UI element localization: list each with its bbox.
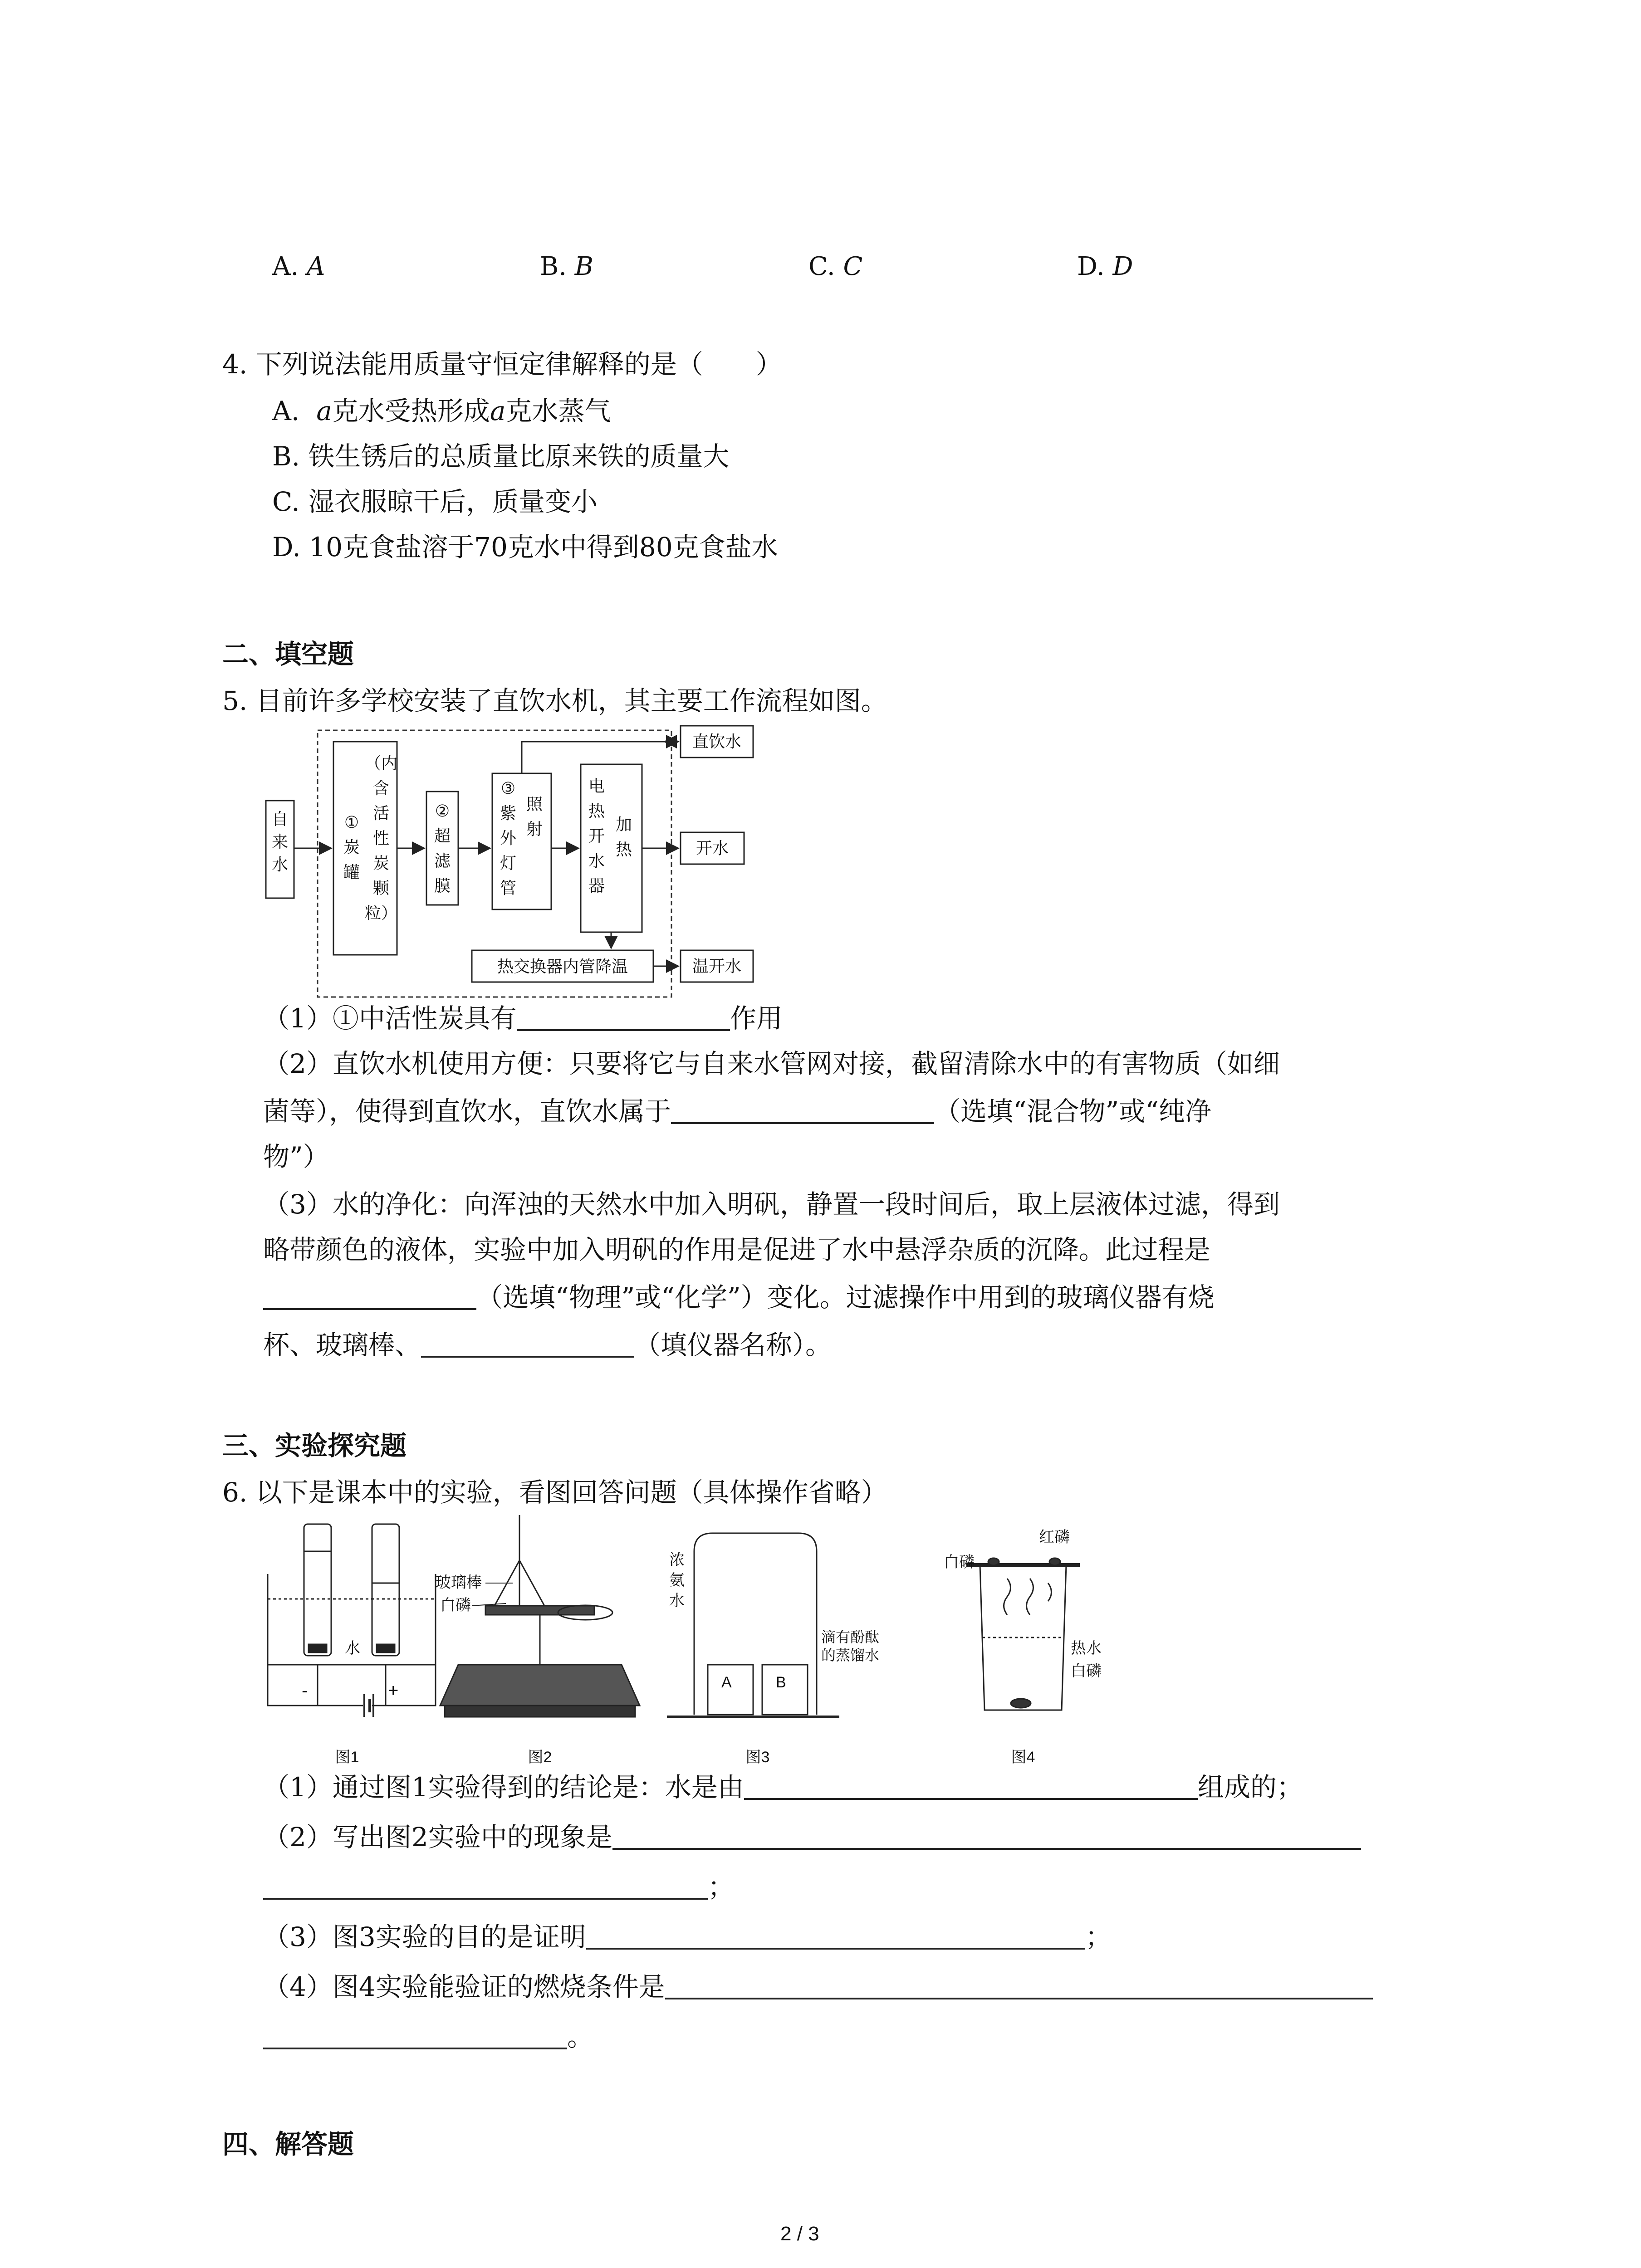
q5-part2-line2 xyxy=(263,1093,1211,1129)
answer-blank[interactable] xyxy=(586,1921,1085,1950)
answer-blank[interactable] xyxy=(263,1281,476,1310)
question-text: 杯、玻璃棒、 xyxy=(263,1330,421,1360)
page-number: 2 / 3 xyxy=(780,2223,819,2245)
option-letter: A. xyxy=(272,396,300,426)
tap-char: 自 xyxy=(271,810,289,828)
section-heading-experiment: 三、实验探究题 xyxy=(222,1430,407,1461)
carbon-note-char: 性 xyxy=(372,829,390,847)
warm-water-label: 温开水 xyxy=(692,957,742,975)
answer-blank[interactable] xyxy=(517,1002,730,1031)
ultrafiltration-char: 膜 xyxy=(434,876,451,895)
carbon-note-char: 活 xyxy=(372,804,390,822)
fig1-plus-label: + xyxy=(388,1681,399,1701)
q5-part3-line4 xyxy=(263,1327,832,1363)
fig3-a-label: A xyxy=(721,1674,732,1691)
answer-blank[interactable] xyxy=(671,1095,934,1124)
ultrafiltration-char: 超 xyxy=(434,826,451,845)
fig4-hot-water: 热水 xyxy=(1071,1640,1102,1657)
q6-part1 xyxy=(263,1769,1303,1805)
uv-lamp-char: 灯 xyxy=(500,854,517,872)
figure-4-combustion xyxy=(966,1558,1080,1710)
math-var: a xyxy=(316,396,332,426)
q5-part2-line1: （2）直饮水机使用方便：只要将它与自来水管网对接，截留清除水中的有害物质（如细 xyxy=(263,1048,1280,1079)
fig3-b-label: B xyxy=(776,1674,786,1691)
question-text: 组成的； xyxy=(1197,1772,1303,1803)
fig3-ammonia-char: 水 xyxy=(669,1592,685,1609)
question-text: 作用 xyxy=(730,1003,783,1034)
q3-option-a xyxy=(272,249,325,285)
option-value: B xyxy=(574,252,593,281)
question-text: （3）图3实验的目的是证明 xyxy=(263,1921,586,1952)
ultrafiltration-char: ② xyxy=(435,802,450,820)
question-text: ； xyxy=(708,1872,735,1902)
fig4-white-phosphorus-top: 白磷 xyxy=(944,1554,975,1571)
boiler-side-char: 加 xyxy=(615,815,632,834)
q6-part3 xyxy=(263,1919,1112,1955)
carbon-note-char: （内 xyxy=(364,754,398,772)
answer-blank[interactable] xyxy=(421,1329,634,1358)
bell-jar xyxy=(694,1533,817,1715)
question-text: 菌等），使得到直饮水，直饮水属于 xyxy=(263,1096,671,1127)
uv-side-char: 射 xyxy=(526,820,543,838)
water-purifier-flow-diagram xyxy=(263,721,762,1007)
fig2-rod-label: 玻璃棒 xyxy=(436,1574,482,1591)
experiment-figures xyxy=(259,1515,1112,1769)
option-letter: C. xyxy=(808,252,835,281)
question-text: （2）写出图2实验中的现象是 xyxy=(263,1822,612,1853)
q4-option-d: D. 10克食盐溶于70克水中得到80克食盐水 xyxy=(272,532,778,562)
q5-part3-line2: 略带颜色的液体，实验中加入明矾的作用是促进了水中悬浮杂质的沉降。此过程是 xyxy=(263,1234,1211,1265)
fig1-water-label: 水 xyxy=(345,1640,360,1657)
q4-option-c: C. 湿衣服晾干后，质量变小 xyxy=(272,486,598,517)
q6-part2 xyxy=(263,1819,1361,1855)
q5-part3-line1: （3）水的净化：向浑浊的天然水中加入明矾，静置一段时间后，取上层液体过滤，得到 xyxy=(263,1189,1280,1220)
q5-stem: 5. 目前许多学校安装了直饮水机，其主要工作流程如图。 xyxy=(222,685,887,716)
uv-lamp-char: 紫 xyxy=(500,804,517,822)
option-value: A xyxy=(307,252,325,281)
option-letter: B. xyxy=(540,252,567,281)
right-tube xyxy=(372,1524,399,1656)
q3-option-d xyxy=(1077,249,1133,285)
question-text: （4）图4实验能验证的燃烧条件是 xyxy=(263,1971,665,2002)
fig1-minus-label: - xyxy=(302,1681,308,1701)
q6-part2-cont xyxy=(263,1869,734,1905)
question-text: （1）①中活性炭具有 xyxy=(263,1003,517,1034)
fig1-caption: 图1 xyxy=(335,1749,359,1766)
uv-side-char: 照 xyxy=(526,795,543,813)
answer-blank[interactable] xyxy=(612,1821,1361,1850)
answer-blank[interactable] xyxy=(263,1871,708,1900)
section-heading-fill-blank: 二、填空题 xyxy=(222,639,354,670)
answer-blank[interactable] xyxy=(744,1771,1198,1800)
fig3-phenol-label: 滴有酚酞 xyxy=(821,1629,880,1645)
section-heading-answer: 四、解答题 xyxy=(222,2129,354,2160)
figure-1-electrolysis xyxy=(268,1524,436,1717)
math-var: a xyxy=(490,396,506,426)
carbon-tank-char: 炭 xyxy=(343,838,360,856)
question-text: （填仪器名称）。 xyxy=(634,1330,832,1360)
q5-part3-line3 xyxy=(263,1279,1215,1315)
answer-blank[interactable] xyxy=(665,1970,1373,1999)
q5-part1 xyxy=(263,1000,783,1036)
fig3-caption: 图3 xyxy=(745,1749,770,1766)
tap-char: 水 xyxy=(271,855,289,874)
option-letter: D. xyxy=(1077,252,1105,281)
boiler-char: 水 xyxy=(588,851,605,870)
fig3-phenol-label: 的蒸馏水 xyxy=(821,1647,880,1663)
q3-option-c xyxy=(808,249,862,285)
carbon-note-char: 颗 xyxy=(372,879,390,897)
question-text: 。 xyxy=(567,2021,594,2052)
q6-stem: 6. 以下是课本中的实验，看图回答问题（具体操作省略） xyxy=(222,1477,887,1508)
uv-lamp-char: 外 xyxy=(500,829,517,847)
option-letter: A. xyxy=(272,252,299,281)
option-value: C xyxy=(843,252,863,281)
boiled-water-label: 开水 xyxy=(696,839,729,857)
fig2-caption: 图2 xyxy=(528,1749,552,1766)
boiler-side-char: 热 xyxy=(615,840,632,859)
q4-stem: 4. 下列说法能用质量守恒定律解释的是（ ） xyxy=(222,349,782,380)
boiler-char: 电 xyxy=(588,777,605,795)
q6-part4-cont xyxy=(263,2019,593,2055)
boiler-char: 开 xyxy=(588,826,605,845)
tap-char: 来 xyxy=(271,832,289,851)
question-text: （1）通过图1实验得到的结论是：水是由 xyxy=(263,1772,744,1803)
fig4-caption: 图4 xyxy=(1011,1749,1035,1766)
q6-part4 xyxy=(263,1969,1373,2005)
answer-blank[interactable] xyxy=(263,2020,567,2049)
boiler-char: 热 xyxy=(588,802,605,820)
fig3-ammonia-char: 浓 xyxy=(669,1551,685,1569)
fig4-white-phosphorus-bottom: 白磷 xyxy=(1071,1662,1102,1680)
heat-exchanger-label: 热交换器内管降温 xyxy=(497,957,628,976)
fig2-phosphorus-label: 白磷 xyxy=(440,1597,471,1614)
q4-option-b: B. 铁生锈后的总质量比原来铁的质量大 xyxy=(272,441,730,472)
uv-lamp-char: 管 xyxy=(500,879,517,897)
question-text: （选填“混合物”或“纯净 xyxy=(934,1096,1211,1127)
carbon-note-char: 含 xyxy=(372,779,390,797)
q4-option-a xyxy=(272,393,611,429)
balance-base xyxy=(440,1665,640,1706)
fig3-ammonia-char: 氨 xyxy=(669,1572,685,1589)
carbon-tank-char: 罐 xyxy=(343,863,360,881)
question-text: （选填“物理”或“化学”）变化。过滤操作中用到的玻璃仪器有烧 xyxy=(476,1282,1215,1313)
figure-2-balance xyxy=(440,1515,640,1717)
option-text: 克水蒸气 xyxy=(505,396,611,426)
figure-3-ammonia xyxy=(667,1533,839,1717)
carbon-tank-char: ① xyxy=(344,813,359,831)
q3-option-b xyxy=(540,249,593,285)
carbon-note-char: 炭 xyxy=(372,854,390,872)
ultrafiltration-char: 滤 xyxy=(434,851,451,870)
carbon-note-char: 粒） xyxy=(364,904,398,922)
left-tube xyxy=(304,1524,331,1656)
option-value: D xyxy=(1112,252,1133,281)
fig4-red-phosphorus: 红磷 xyxy=(1039,1529,1070,1546)
q5-part2-line3: 物”） xyxy=(263,1141,329,1172)
question-text: ； xyxy=(1085,1921,1112,1952)
uv-lamp-char: ③ xyxy=(500,779,516,797)
direct-water-label: 直饮水 xyxy=(692,732,742,751)
option-text: 克水受热形成 xyxy=(332,396,490,426)
boiler-char: 器 xyxy=(588,876,605,895)
